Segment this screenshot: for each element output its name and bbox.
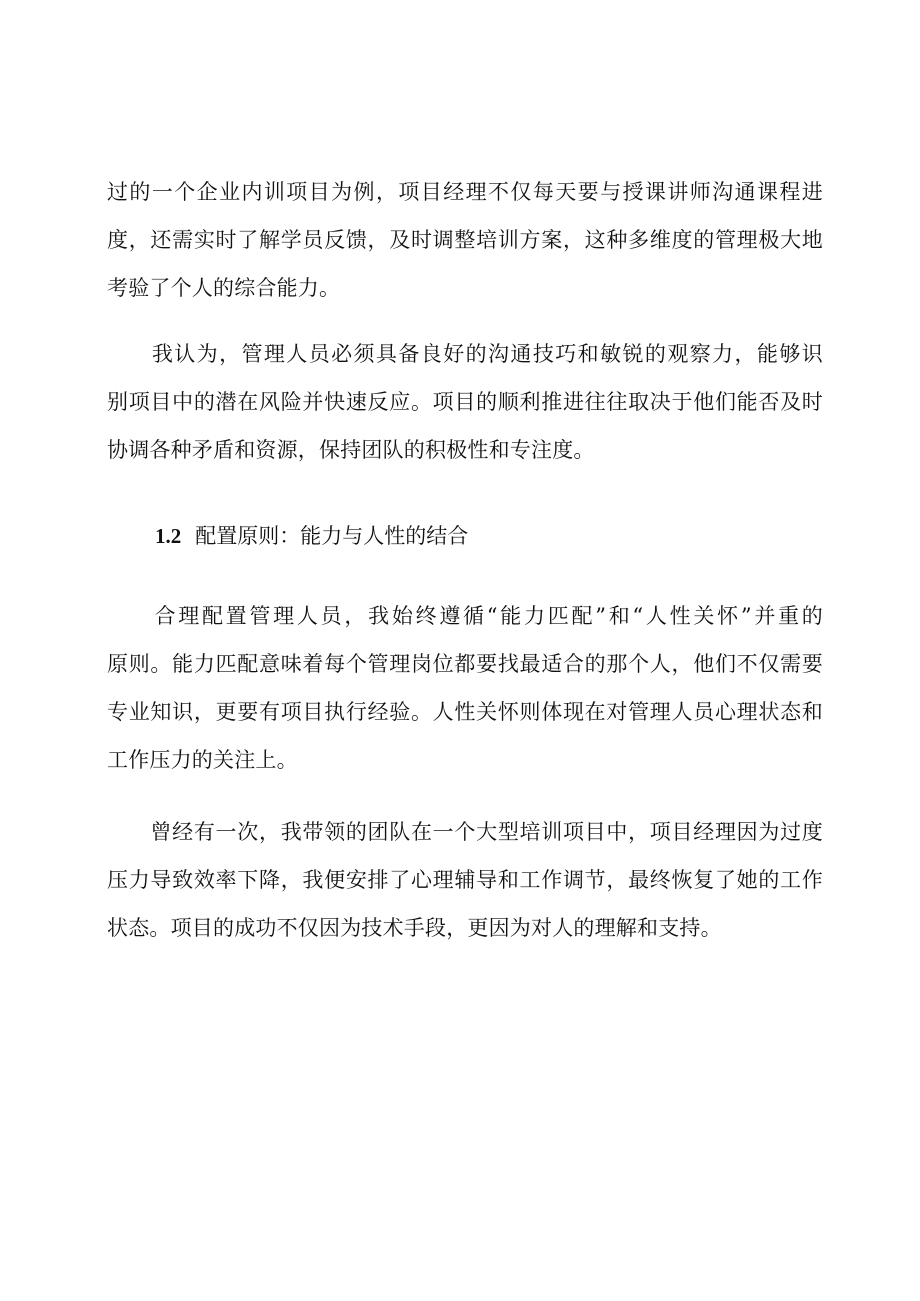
paragraph-intro <box>107 168 823 312</box>
paragraph-line: 曾经有一次，我带领的团队在一个大型培训项目中，项目经理因为过度 <box>107 820 823 844</box>
paragraph-principle <box>107 592 823 784</box>
section-title: 配置原则：能力与人性的结合 <box>195 524 469 548</box>
paragraph-line: 协调各种矛盾和资源，保持团队的积极性和专注度。 <box>107 438 595 462</box>
paragraph-line: 工作压力的关注上。 <box>107 748 298 772</box>
paragraph-example <box>107 808 823 952</box>
paragraph-line: 过的一个企业内训项目为例，项目经理不仅每天要与授课讲师沟通课程进 <box>107 180 823 204</box>
paragraph-line: 考验了个人的综合能力。 <box>107 276 341 300</box>
section-heading <box>155 516 468 556</box>
paragraph-line: 专业知识，更要有项目执行经验。人性关怀则体现在对管理人员心理状态和 <box>107 700 823 724</box>
paragraph-line: 状态。项目的成功不仅因为技术手段，更因为对人的理解和支持。 <box>107 916 722 940</box>
paragraph-line: 合理配置管理人员，我始终遵循“能力匹配”和“人性关怀”并重的 <box>107 604 823 628</box>
paragraph-line: 原则。能力匹配意味着每个管理岗位都要找最适合的那个人，他们不仅需要 <box>107 652 823 676</box>
section-number: 1.2 <box>155 524 182 548</box>
paragraph-line: 度，还需实时了解学员反馈，及时调整培训方案，这种多维度的管理极大地 <box>107 228 823 252</box>
paragraph-line: 别项目中的潜在风险并快速反应。项目的顺利推进往往取决于他们能否及时 <box>107 390 823 414</box>
paragraph-line: 压力导致效率下降，我便安排了心理辅导和工作调节，最终恢复了她的工作 <box>107 868 823 892</box>
paragraph-opinion <box>107 330 823 474</box>
paragraph-line: 我认为，管理人员必须具备良好的沟通技巧和敏锐的观察力，能够识 <box>107 342 823 366</box>
